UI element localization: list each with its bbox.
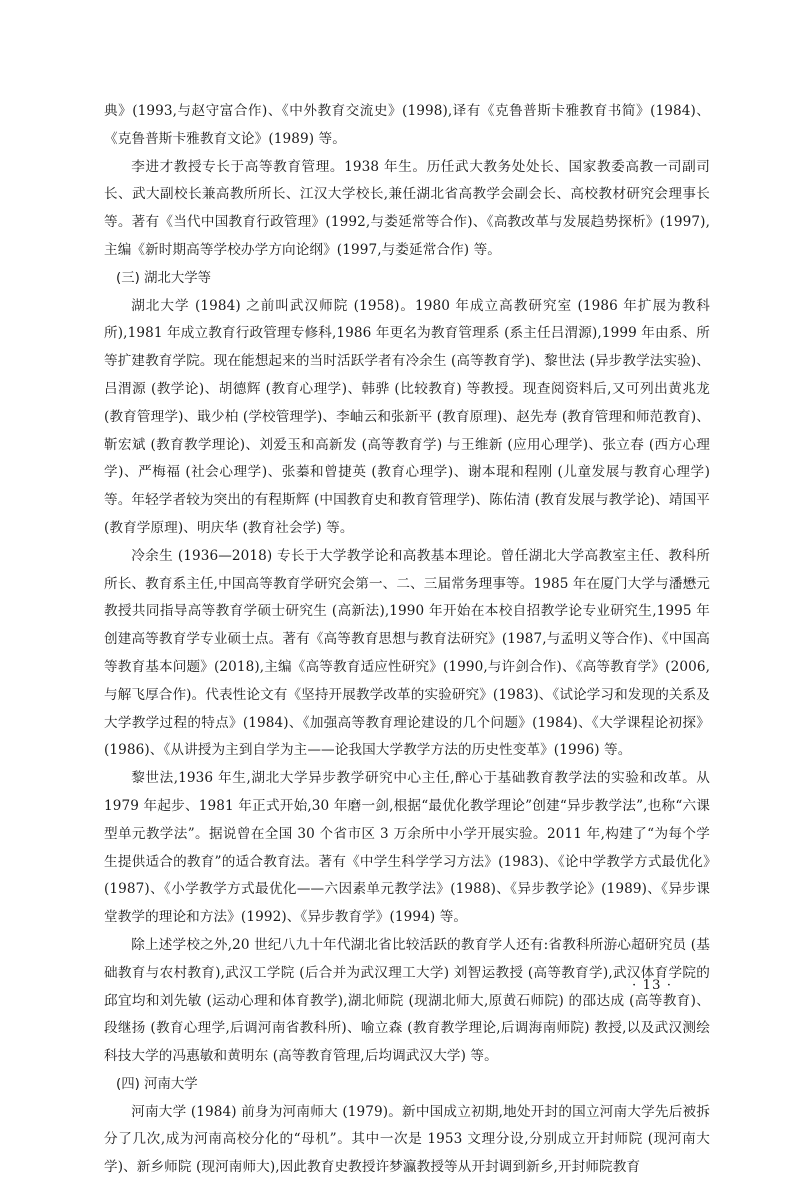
paragraph-4: 湖北大学 (1984) 之前叫武汉师院 (1958)。1980 年成立高教研究室 (1986 年扩展为教科所),1981 年成立教育行政管理专修科,1986 年更名为教育管理系 (系主任吕渭源),1999 年由系、所等扩建教育学院。现在能想起来的当时活跃学者有冷余生 (高等教育学)、黎世法 (异步教学法实验)、吕渭源 (教学论)、胡德辉 (教育心理学)、韩骅 (比较教育) 等教授。现查阅资料后,又可列出黄兆龙 (教育管理学)、戢少柏 (学校管理学)、李岫云和张新平 (教育原理)、赵先寿 (教育管理和师范教育)、靳宏斌 (教育教学理论)、刘爱玉和高新发 (高等教育学) 与王维新 (应用心理学)、张立春 (西方心理学)、严梅福 (社会心理学)、张蓁和曾捷英 (教育心理学)、谢本琨和程刚 (儿童发展与教育心理学) 等。年轻学者较为突出的有程斯辉 (中国教育史和教育管理学)、陈佑清 (教育发展与教学论)、靖国平 (教育学原理)、明庆华 (教育社会学) 等。 [104,297,710,536]
paragraph-9: 河南大学 (1984) 前身为河南师大 (1979)。新中国成立初期,地处开封的国立河南大学先后被拆分了几次,成为河南高校分化的“母机”。其中一次是 1953 文理分设,分别成立开封师院 (现河南大学)、新乡师院 (现河南师大),因此教育史教授许梦瀛教授等从开封调到新乡,开封师院教育 [104,1103,710,1176]
section-heading-4: (四) 河南大学 [116,1076,198,1092]
paragraph-1: 典》(1993,与赵守富合作)、《中外教育交流史》(1998),译有《克鲁普斯卡雅教育书简》(1984)、《克鲁普斯卡雅教育文论》(1989) 等。 [104,103,710,147]
paragraph-6: 黎世法,1936 年生,湖北大学异步教学研究中心主任,醉心于基础教育教学法的实验和改革。从 1979 年起步、1981 年正式开始,30 年磨一剑,根据“最优化教学理论”创建“异步教学法”,也称“六课型单元教学法”。据说曾在全国 30 个省市区 3 万余所中小学开展实验。2011 年,构建了“为每个学生提供适合的教育”的适合教育法。著有《中学生科学学习方法》(1983)、《论中学教学方式最优化》(1987)、《小学教学方式最优化——六因素单元教学法》(1988)、《异步教学论》(1989)、《异步课堂教学的理论和方法》(1992)、《异步教育学》(1994) 等。 [104,770,710,926]
page-number: · 13 · [632,978,673,993]
page-body [104,98,710,1182]
paragraph-7: 除上述学校之外,20 世纪八九十年代湖北省比较活跃的教育学人还有:省教科所游心超研究员 (基础教育与农村教育),武汉工学院 (后合并为武汉理工大学) 刘智运教授 (高等教育学),武汉体育学院的邱宜均和刘先敏 (运动心理和体育教学),湖北师院 (现湖北师大,原黄石师院) 的邵达成 (高等教育)、段继扬 (教育心理学,后调河南省教科所)、喻立森 (教育教学理论,后调海南师院) 教授,以及武汉测绘科技大学的冯惠敏和黄明东 (高等教育管理,后均调武汉大学) 等。 [104,936,710,1065]
paragraph-2: 李进才教授专长于高等教育管理。1938 年生。历任武大教务处处长、国家教委高教一司副司长、武大副校长兼高教所所长、江汉大学校长,兼任湖北省高教学会副会长、高校教材研究会理事长等。著有《当代中国教育行政管理》(1992,与娄延常等合作)、《高教改革与发展趋势探析》(1997),主编《新时期高等学校办学方向论纲》(1997,与娄延常合作) 等。 [104,158,710,258]
section-heading-3: (三) 湖北大学等 [116,270,212,286]
paragraph-5: 冷余生 (1936—2018) 专长于大学教学论和高教基本理论。曾任湖北大学高教室主任、教科所所长、教育系主任,中国高等教育学研究会第一、二、三届常务理事等。1985 年在厦门大学与潘懋元教授共同指导高等教育学硕士研究生 (高新法),1990 年开始在本校自招教学论专业研究生,1995 年创建高等教育学专业硕士点。著有《高等教育思想与教育法研究》(1987,与孟明义等合作)、《中国高等教育基本问题》(2018),主编《高等教育适应性研究》(1990,与许剑合作)、《高等教育学》(2006,与解飞厚合作)。代表性论文有《坚持开展教学改革的实验研究》(1983)、《试论学习和发现的关系及大学教学过程的特点》(1984)、《加强高等教育理论建设的几个问题》(1984)、《大学课程论初探》(1986)、《从讲授为主到自学为主——论我国大学教学方法的历史性变革》(1996) 等。 [104,547,710,759]
